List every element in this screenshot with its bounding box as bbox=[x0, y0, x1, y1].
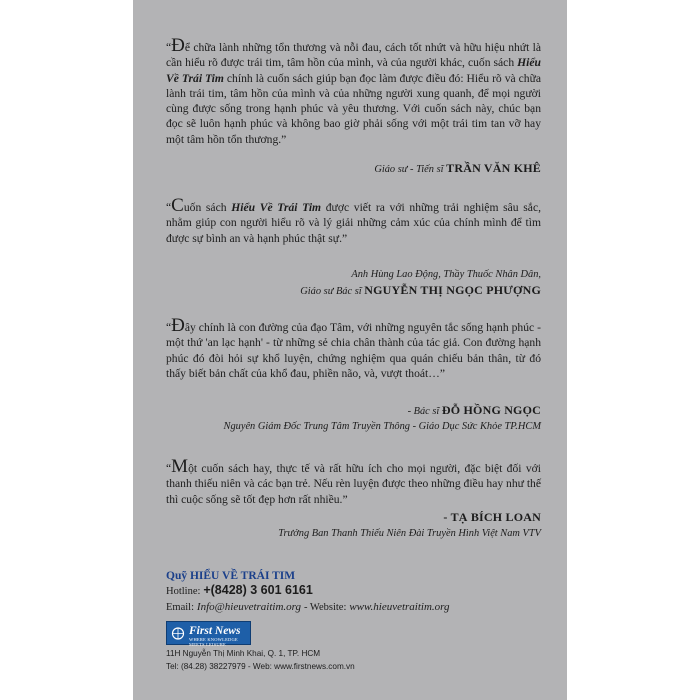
quote-1-dropcap: Đ bbox=[171, 35, 185, 56]
quote-3-dropcap: Đ bbox=[171, 315, 185, 336]
logo-text: First News bbox=[189, 625, 241, 637]
first-news-logo bbox=[166, 621, 251, 645]
quote-2-attribution-name: NGUYỄN THỊ NGỌC PHƯỢNG bbox=[364, 283, 541, 297]
website-link[interactable]: www.hieuvetraitim.org bbox=[349, 601, 450, 613]
quote-3-attribution-role: Nguyên Giám Đốc Trung Tâm Truyền Thông - Giáo Dục Sức Khỏe TP.HCM bbox=[223, 421, 541, 432]
quote-3-attribution-title: - Bác sĩ bbox=[407, 406, 440, 417]
quote-4-text: ột cuốn sách hay, thực tế và rất hữu ích cho mọi người, đặc biệt đối với thanh thiếu niên và các bạn trẻ. Nếu rèn luyện được theo những điều hay như thế thì cuộc sống sẽ tốt đẹp hơn rất nhiều. bbox=[166, 462, 541, 506]
quote-4-attribution bbox=[166, 510, 541, 526]
logo-subtitle: WHERE KNOWLEDGE MEETS LEISURE bbox=[189, 637, 238, 647]
quote-2-attribution-title: Giáo sư Bác sĩ bbox=[300, 286, 362, 297]
quote-2-attribution bbox=[166, 268, 541, 282]
email-website-line: Email: Info@hieuvetraitim.org - Website: www.hieuvetraitim.org bbox=[166, 601, 450, 613]
quote-3-text: ây chính là con đường của đạo Tâm, với những nguyên tắc sống hạnh phúc - một thứ 'an lạc hạnh' - từ những sẻ chia chân thành của tác giả. Con đường hạnh phúc đó đòi hỏi sự khổ luyện, chứng nghiệm qua quán chiếu bản thân, từ đó thấy biết bản chất của khổ đau, phiền não, và, vượt thoát… bbox=[166, 321, 541, 380]
quote-4-attribution-role: Trưởng Ban Thanh Thiếu Niên Đài Truyền Hình Việt Nam VTV bbox=[278, 528, 541, 539]
quote-4: “Một cuốn sách hay, thực tế và rất hữu ích cho mọi người, đặc biệt đối với thanh thiếu niên và các bạn trẻ. Nếu rèn luyện được theo những điều hay như thế thì cuộc sống sẽ tốt đẹp hơn rất nhiều.” bbox=[166, 456, 541, 506]
quote-3: “Đây chính là con đường của đạo Tâm, với những nguyên tắc sống hạnh phúc - một thứ 'an lạc hạnh' - từ những sẻ chia chân thành của tác giả. Con đường hạnh phúc đó đòi hỏi sự khổ luyện, chứng nghiệm qua quán chiếu bản thân, từ đó thấy biết bản chất của khổ đau, phiền não, và, vượt thoát…” bbox=[166, 315, 541, 380]
fund-name: Quỹ HIỂU VỀ TRÁI TIM bbox=[166, 570, 296, 582]
quote-4-attribution-name: - TẠ BÍCH LOAN bbox=[443, 510, 541, 524]
publisher-contact: Tel: (84.28) 38227979 - Web: www.firstnews.com.vn bbox=[166, 662, 355, 671]
hotline-line: Hotline: +(8428) 3 601 6161 bbox=[166, 583, 313, 597]
quote-4-dropcap: M bbox=[171, 456, 189, 477]
quote-2: “Cuốn sách Hiểu Về Trái Tim được viết ra với những trải nghiệm sâu sắc, nhằm giúp con người hiểu rõ và lý giải những cảm xúc của chính mình để tìm được sự bình an và hạnh phúc thật sự.” bbox=[166, 195, 541, 245]
quote-1-attribution bbox=[166, 161, 541, 177]
quote-2-attribution-line1: Anh Hùng Lao Động, Thầy Thuốc Nhân Dân, bbox=[351, 269, 541, 280]
quote-2-dropcap: C bbox=[171, 195, 184, 216]
quote-1-book-title: Hiểu Về Trái Tim bbox=[166, 56, 541, 85]
quote-1-attribution-title: Giáo sư - Tiến sĩ bbox=[374, 164, 444, 175]
quote-2-text: uốn sách bbox=[183, 201, 232, 214]
quote-3-attribution bbox=[166, 403, 541, 419]
quote-1-text: ể chữa lành những tổn thương và nỗi đau, cách tốt nhứt và hữu hiệu nhứt là cần hiểu rõ được trái tim, tâm hồn của mình, và của người khác, cuốn sách bbox=[166, 41, 541, 70]
email-link[interactable]: Info@hieuvetraitim.org bbox=[196, 601, 302, 613]
globe-icon bbox=[171, 627, 185, 640]
quote-2-text-tail: được viết ra với những trải nghiệm sâu sắc, nhằm giúp con người hiểu rõ và lý giải những cảm xúc của chính mình để tìm được sự bình an và hạnh phúc thật sự. bbox=[166, 201, 541, 245]
quote-3-attribution-name: ĐỖ HỒNG NGỌC bbox=[441, 403, 541, 417]
publisher-address: 11H Nguyễn Thị Minh Khai, Q. 1, TP. HCM bbox=[166, 649, 321, 658]
quote-2-book-title: Hiểu Về Trái Tim bbox=[231, 201, 322, 214]
quote-2-attribution-2 bbox=[166, 283, 541, 299]
quote-1-attribution-name: TRẦN VĂN KHÊ bbox=[446, 161, 541, 175]
quote-1-text-tail: chính là cuốn sách giúp bạn đọc làm được điều đó: Hiểu rõ và chữa lành trái tim, tâm hồn của mình và của những người xung quanh, để mọi người cùng được sống trong hạnh phúc và yêu thương. Với cuốn sách này, chúc bạn đọc sẽ luôn hạnh phúc và không bao giờ phải sống với một trái tim tan vỡ hay một tâm hồn tổn thương. bbox=[166, 71, 542, 146]
hotline-number[interactable]: +(8428) 3 601 6161 bbox=[203, 583, 313, 597]
quote-1: “Để chữa lành những tổn thương và nỗi đau, cách tốt nhứt và hữu hiệu nhứt là cần hiểu rõ được trái tim, tâm hồn của mình, và của người khác, cuốn sách Hiểu Về Trái Tim chính là cuốn sách giúp bạn đọc làm được điều đó: Hiểu rõ và chữa lành trái tim, tâm hồn của mình và của những người xung quanh, để mọi người cùng được sống trong hạnh phúc và yêu thương. Với cuốn sách này, chúc bạn đọc sẽ luôn hạnh phúc và không bao giờ phải sống với một trái tim tan vỡ hay một tâm hồn tổn thương.” bbox=[166, 35, 542, 146]
